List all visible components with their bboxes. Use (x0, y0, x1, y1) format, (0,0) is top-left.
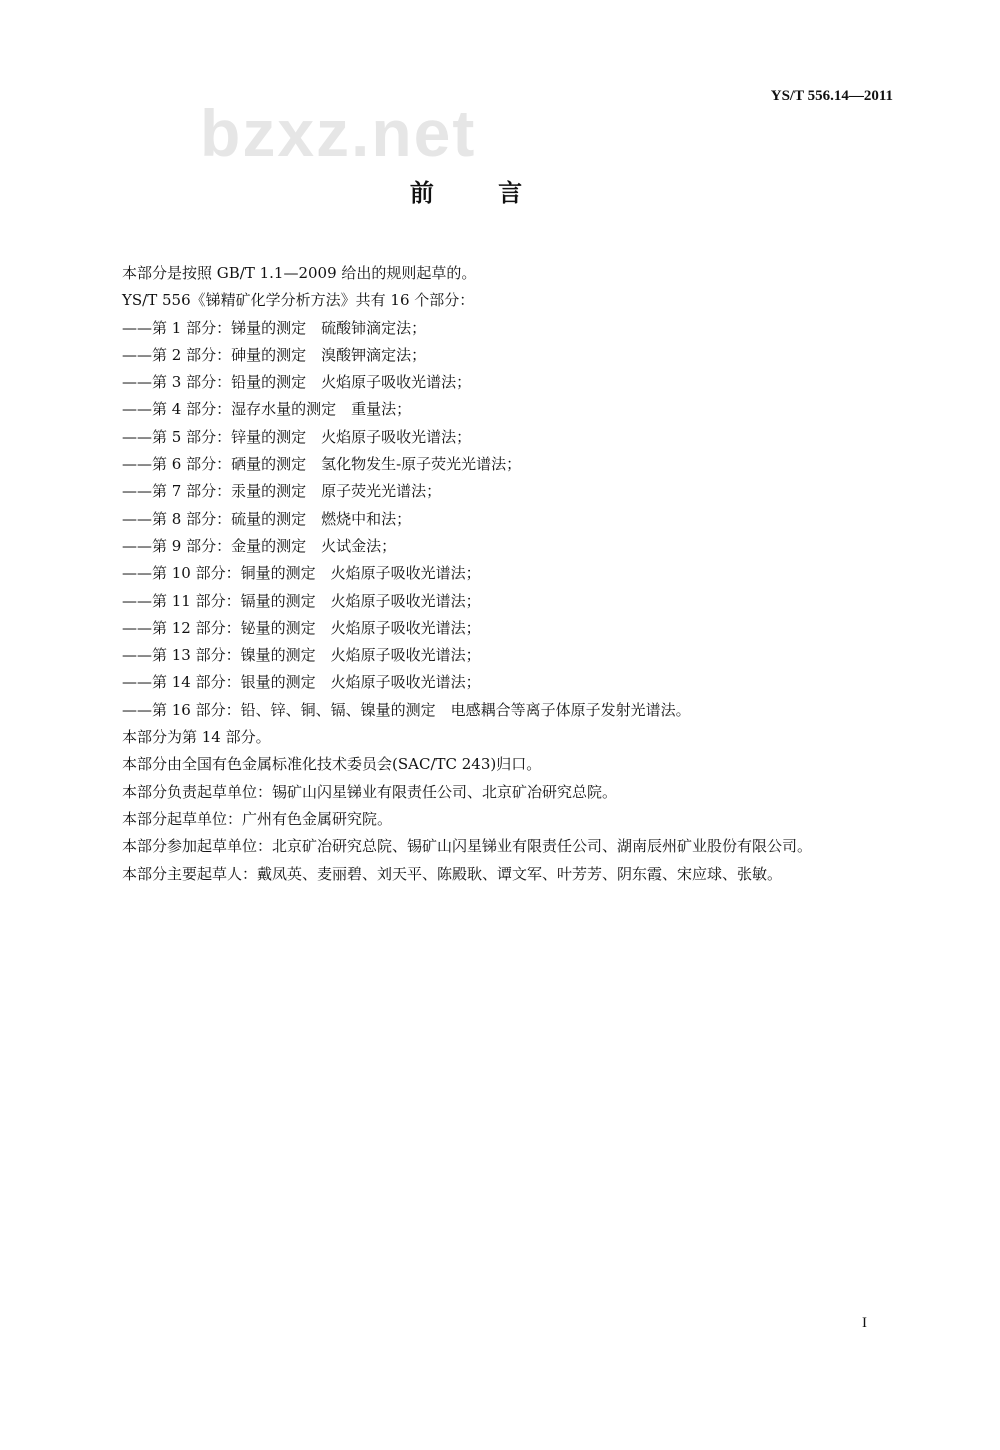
list-item: ——第 7 部分：汞量的测定 原子荧光光谱法； (122, 482, 442, 501)
list-item: ——第 13 部分：镍量的测定 火焰原子吸收光谱法； (122, 646, 481, 665)
list-item: ——第 2 部分：砷量的测定 溴酸钾滴定法； (122, 345, 427, 364)
list-item: ——第 6 部分：硒量的测定 氢化物发生-原子荧光光谱法； (122, 455, 522, 474)
list-item: ——第 14 部分：银量的测定 火焰原子吸收光谱法； (122, 673, 481, 692)
list-item: ——第 16 部分：铅、锌、铜、镉、镍量的测定 电感耦合等离子体原子发射光谱法。 (122, 700, 691, 719)
list-item: ——第 12 部分：铋量的测定 火焰原子吸收光谱法； (122, 618, 481, 637)
paragraph: 本部分为第 14 部分。 (122, 728, 271, 747)
standard-code: YS/T 556.14—2011 (770, 88, 893, 104)
paragraph: 本部分起草单位：广州有色金属研究院。 (122, 809, 393, 828)
paragraph: 本部分由全国有色金属标准化技术委员会(SAC/TC 243)归口。 (122, 755, 542, 774)
list-item: ——第 9 部分：金量的测定 火试金法； (122, 536, 397, 555)
watermark: bzxz.net (200, 96, 477, 170)
paragraph: 本部分负责起草单位：锡矿山闪星锑业有限责任公司、北京矿冶研究总院。 (122, 782, 618, 801)
list-item: ——第 3 部分：铅量的测定 火焰原子吸收光谱法； (122, 373, 472, 392)
list-item: ——第 10 部分：铜量的测定 火焰原子吸收光谱法； (122, 564, 481, 583)
page-title: 前 言 (409, 178, 551, 207)
list-item: ——第 1 部分：锑量的测定 硫酸铈滴定法； (122, 318, 427, 337)
paragraph: YS/T 556《锑精矿化学分析方法》共有 16 个部分： (122, 291, 475, 310)
paragraph: 本部分参加起草单位：北京矿冶研究总院、锡矿山闪星锑业有限责任公司、湖南辰州矿业股份有限公司。 (122, 837, 813, 856)
list-item: ——第 8 部分：硫量的测定 燃烧中和法； (122, 509, 412, 528)
list-item: ——第 4 部分：湿存水量的测定 重量法； (122, 400, 412, 419)
paragraph: 本部分是按照 GB/T 1.1—2009 给出的规则起草的。 (122, 264, 477, 282)
list-item: ——第 5 部分：锌量的测定 火焰原子吸收光谱法； (122, 427, 472, 446)
paragraph: 本部分主要起草人：戴凤英、麦丽碧、刘天平、陈殿耿、谭文军、叶芳芳、阴东霞、宋应球、张敏。 (122, 864, 783, 883)
foreword-body (86, 260, 896, 888)
page-number: I (862, 1315, 867, 1331)
list-item: ——第 11 部分：镉量的测定 火焰原子吸收光谱法； (122, 591, 481, 610)
